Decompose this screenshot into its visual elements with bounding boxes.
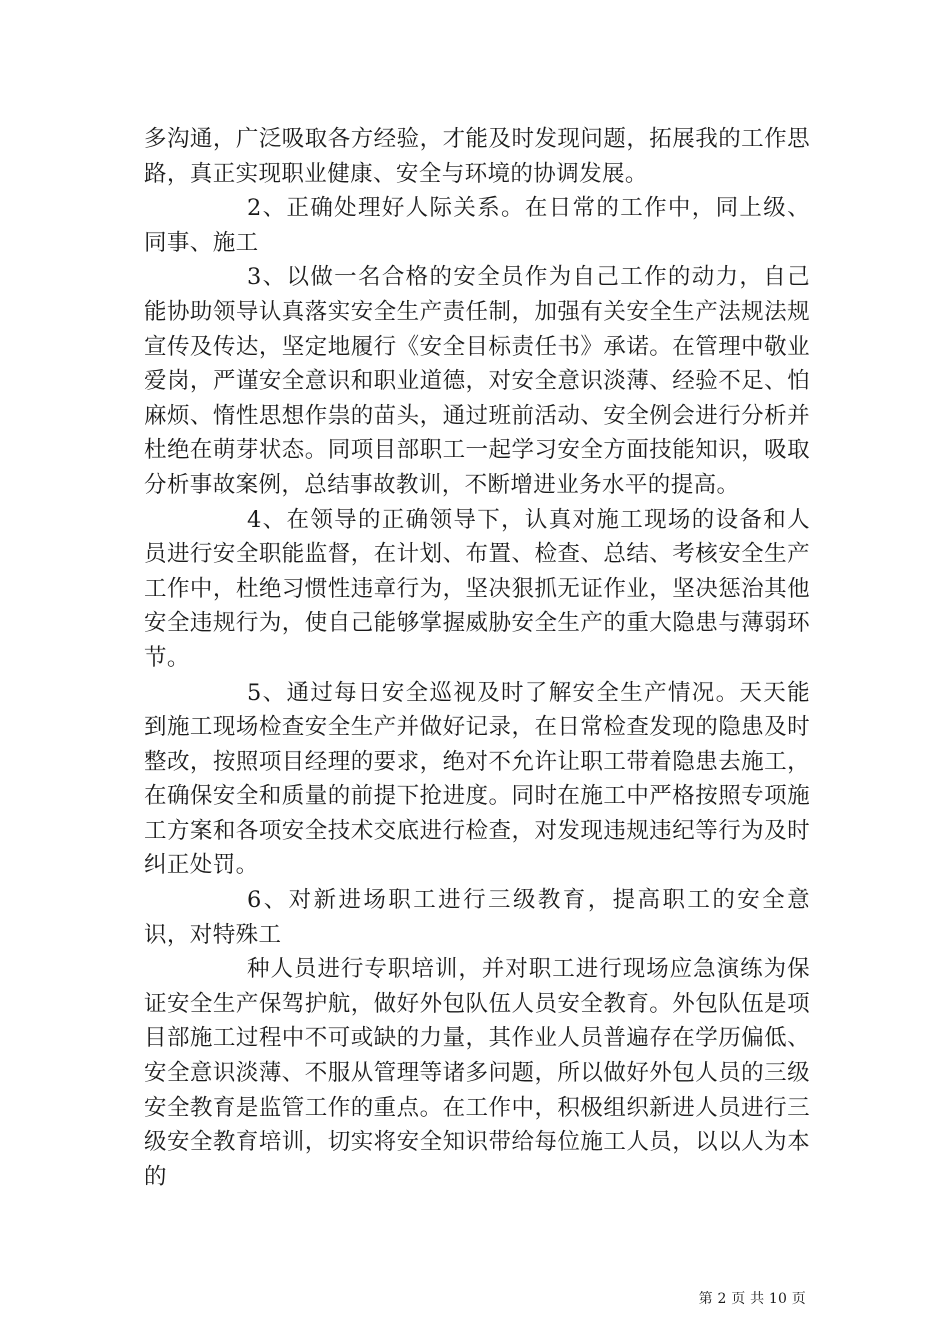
paragraph-item-6: 6、对新进场职工进行三级教育，提高职工的安全意识，对特殊工 [144, 887, 810, 948]
paragraph-continuation: 多沟通，广泛吸取各方经验，才能及时发现问题，拓展我的工作思路，真正实现职业健康、安全与环境的协调发展。 [144, 126, 810, 187]
page-number-footer: 第 2 页 共 10 页 [698, 1291, 806, 1307]
paragraph-item-2: 2、正确处理好人际关系。在日常的工作中，同上级、同事、施工 [144, 195, 810, 256]
paragraph-item-3: 3、以做一名合格的安全员作为自己工作的动力，自己能协助领导认真落实安全生产责任制，加强有关安全生产法规法规宣传及传达，坚定地履行《安全目标责任书》承诺。在管理中敬业爱岗，严谨安全意识和职业道德，对安全意识淡薄、经验不足、怕麻烦、惰性思想作祟的苗头，通过班前活动、安全例会进行分析并杜绝在萌芽状态。同项目部职工一起学习安全方面技能知识，吸取分析事故案例，总结事故教训，不断增进业务水平的提高。 [144, 264, 810, 498]
document-body [144, 122, 810, 1194]
paragraph-item-5: 5、通过每日安全巡视及时了解安全生产情况。天天能到施工现场检查安全生产并做好记录，在日常检查发现的隐患及时整改，按照项目经理的要求，绝对不允许让职工带着隐患去施工，在确保安全和质量的前提下抢进度。同时在施工中严格按照专项施工方案和各项安全技术交底进行检查，对发现违规违纪等行为及时纠正处罚。 [144, 679, 810, 879]
paragraph-item-6-continued: 种人员进行专职培训，并对职工进行现场应急演练为保证安全生产保驾护航，做好外包队伍人员安全教育。外包队伍是项目部施工过程中不可或缺的力量，其作业人员普遍存在学历偏低、安全意识淡薄、不服从管理等诸多问题，所以做好外包人员的三级安全教育是监管工作的重点。在工作中，积极组织新进人员进行三级安全教育培训，切实将安全知识带给每位施工人员，以以人为本的 [144, 956, 810, 1190]
paragraph-item-4: 4、在领导的正确领导下，认真对施工现场的设备和人员进行安全职能监督，在计划、布置、检查、总结、考核安全生产工作中，杜绝习惯性违章行为，坚决狠抓无证作业，坚决惩治其他安全违规行为，使自己能够掌握威胁安全生产的重大隐患与薄弱环节。 [144, 506, 810, 671]
